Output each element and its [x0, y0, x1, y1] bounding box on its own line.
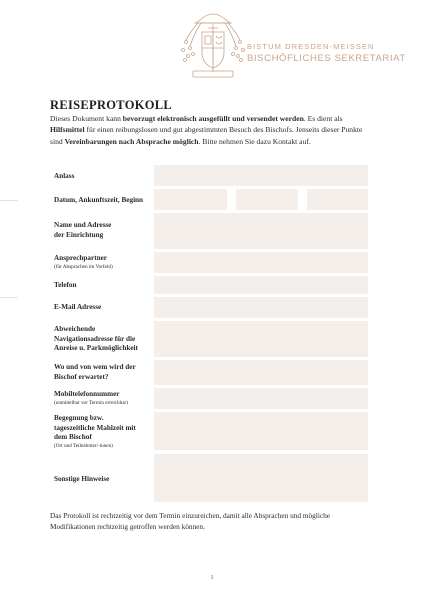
org-name-line1: BISTUM DRESDEN-MEISSEN	[247, 42, 375, 51]
page-number: 1	[210, 575, 214, 581]
mobile-field[interactable]	[154, 388, 368, 409]
label-telefon: Telefon	[54, 281, 77, 289]
notes-field[interactable]	[154, 454, 368, 502]
label-datum: Datum, Ankunftszeit, Beginn	[54, 196, 144, 204]
label-notes: Sonstige Hinweise	[54, 475, 110, 483]
welcome-field[interactable]	[154, 360, 368, 385]
org-name-line2: BISCHÖFLICHES SEKRETARIAT	[247, 53, 406, 64]
anlass-field[interactable]	[154, 165, 368, 186]
label-meal: Begegnung bzw. tageszeitliche Mahlzeit mit dem Bischof (Ort und Teilnehmer/-innen)	[54, 414, 136, 449]
name-address-field[interactable]	[154, 213, 368, 249]
meal-field[interactable]	[154, 412, 368, 450]
footer-note: Das Protokoll ist rechtzeitig vor dem Termin einzureichen, damit alle Absprachen und mögliche Modifikationen rechtzeitig getroffen werden können.	[50, 511, 331, 531]
diocese-crest-icon	[178, 6, 248, 84]
arrival-time-field[interactable]	[236, 189, 298, 210]
label-welcome: Wo und von wem wird der Bischof erwartet?	[54, 363, 136, 381]
label-name-address: Name und Adresse der Einrichtung	[54, 221, 112, 239]
label-navigation: Abweichende Navigationsadresse für die Anreise u. Parkmöglichkeit	[54, 325, 138, 353]
label-email: E-Mail Adresse	[54, 303, 102, 311]
date-field[interactable]	[154, 189, 227, 210]
page-title: REISEPROTOKOLL	[50, 98, 173, 112]
label-mobile: Mobiltelefonnummer (unmittelbar vor Termin erreichbar)	[54, 390, 129, 406]
label-contact-person: Ansprechpartner (für Absprachen im Vorfeld)	[54, 254, 113, 270]
start-time-field[interactable]	[307, 189, 368, 210]
email-field[interactable]	[154, 297, 368, 318]
phone-field[interactable]	[154, 276, 368, 294]
label-anlass: Anlass	[54, 172, 75, 180]
intro-paragraph: Dieses Dokument kann bevorzugt elektronisch ausgefüllt und versendet werden. Es dient als Hilfsmittel für einen reibungslosen und gut abgestimmten Besuch des Bischofs. Jenseits dieser Punkte sind Vereinbarungen nach Absprache möglich. Bitte nehmen Sie dazu Kontakt auf.	[50, 114, 363, 146]
navigation-address-field[interactable]	[154, 321, 368, 357]
contact-person-field[interactable]	[154, 252, 368, 273]
fold-mark	[0, 200, 18, 201]
fold-mark	[0, 297, 18, 298]
letterhead	[0, 0, 424, 90]
